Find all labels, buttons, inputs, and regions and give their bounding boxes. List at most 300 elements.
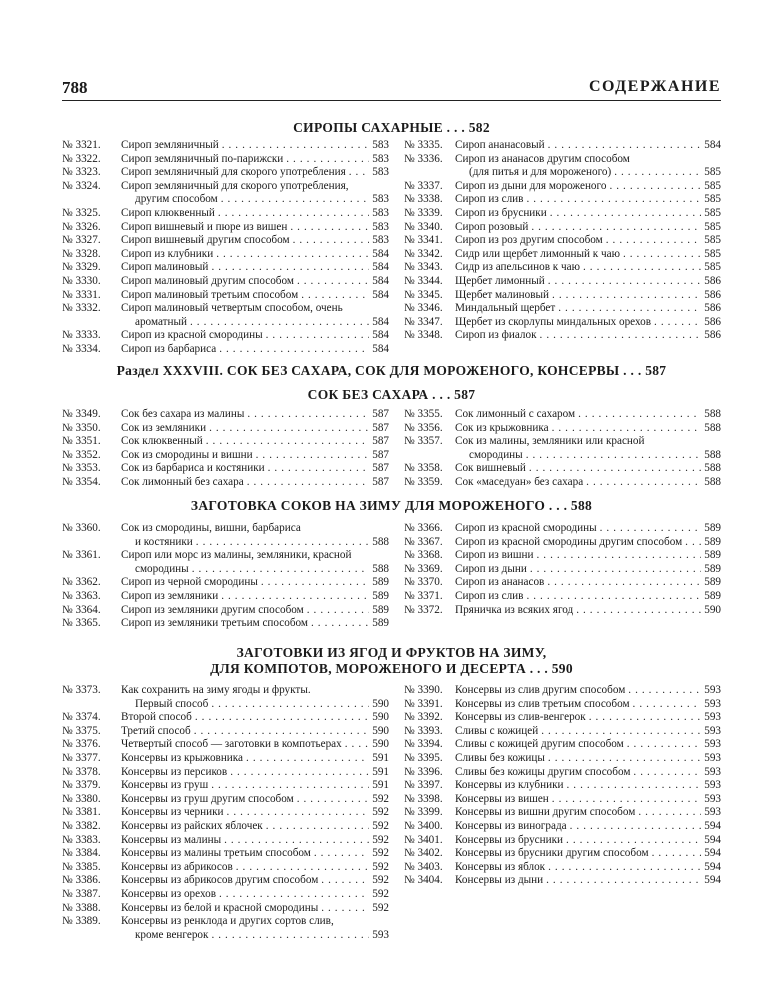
page-ref: 586 [704,288,721,301]
recipe-title [121,793,389,807]
dot-leader [526,193,701,207]
recipe-title [455,563,721,577]
toc-entry [62,476,389,490]
toc-entry [62,806,389,820]
recipe-title-line [455,166,721,180]
recipe-title [121,435,389,449]
recipe-title [121,261,389,275]
recipe-title-line [455,261,721,275]
recipe-title-line [121,408,389,422]
page-ref: 593 [704,724,721,737]
recipe-title-text: Консервы из дыни [455,874,544,887]
toc-entry [404,221,721,235]
page-ref: 594 [704,860,721,873]
recipe-title [121,139,389,153]
toc-entry [404,806,721,820]
recipe-title [455,316,721,330]
recipe-title-line [121,738,389,752]
recipe-title-text: Сок из крыжовника [455,421,549,434]
recipe-title-line [121,522,389,536]
recipe-title-text: Первый способ [135,697,209,710]
dot-leader [638,806,701,820]
recipe-title [121,738,389,752]
recipe-title-line [121,834,389,848]
page-ref: 594 [704,833,721,846]
toc-entry [62,725,389,739]
recipe-title-text: Консервы из вишен [455,792,549,805]
toc-entry [404,139,721,153]
recipe-title [455,275,721,289]
page-ref: 587 [372,421,389,434]
toc-column-left [62,139,389,357]
page-ref: 592 [372,792,389,805]
recipe-number: № 3364. [62,603,101,616]
dot-leader [290,221,369,235]
dot-leader [314,847,369,861]
recipe-title-text: Консервы из груш [121,779,209,792]
recipe-title-text: Сироп из фиалок [455,329,537,342]
recipe-title [121,462,389,476]
dot-leader [578,408,701,422]
page-ref: 589 [704,576,721,589]
dot-leader [531,221,701,235]
recipe-number: № 3342. [404,247,443,260]
toc-entry [404,522,721,536]
recipe-number: № 3404. [404,874,443,887]
recipe-title [121,902,389,916]
toc-entry [62,289,389,303]
recipe-title [455,261,721,275]
dot-leader [230,766,369,780]
part-heading: Раздел XXXVIII. СОК БЕЗ САХАРА, СОК ДЛЯ МОРОЖЕНОГО, КОНСЕРВЫ . . . 587 [116,363,667,378]
section-title [62,387,721,403]
recipe-title-line [121,793,389,807]
recipe-title [121,408,389,422]
recipe-number: № 3388. [62,901,101,914]
recipe-title [455,806,721,820]
page-ref: 593 [704,738,721,751]
page-ref: 587 [372,475,389,488]
recipe-title [455,422,721,436]
recipe-title-line [121,302,389,316]
recipe-title-text: Сироп из роз другим способом [455,234,603,247]
recipe-title-line [455,139,721,153]
recipe-title-text: ароматный [135,315,187,328]
dot-leader [623,248,701,262]
toc-entry [404,234,721,248]
recipe-title-line [455,536,721,550]
recipe-title-text: и костяники [135,535,193,548]
page-ref: 593 [704,806,721,819]
toc-entry [62,617,389,631]
recipe-title-line [121,180,389,194]
recipe-title [455,847,721,861]
page-ref: 585 [704,206,721,219]
toc-entry [404,861,721,875]
recipe-title-text: Сироп вишневый другим способом [121,234,290,247]
toc-column-right [404,408,721,490]
dot-leader [321,902,369,916]
recipe-number: № 3403. [404,860,443,873]
recipe-title-text: Консервы из ренклода и других сортов слив, [121,915,334,928]
recipe-title-text: Сироп малиновый [121,261,209,274]
page-ref: 583 [372,139,389,151]
dot-leader [216,248,369,262]
dot-leader [606,234,701,248]
page-ref: 583 [372,234,389,247]
page-ref: 594 [704,819,721,832]
recipe-title-line [121,874,389,888]
section-title [62,120,721,136]
dot-leader [321,874,369,888]
recipe-title [455,234,721,248]
dot-leader [547,576,701,590]
page-ref: 593 [704,779,721,792]
recipe-number: № 3329. [62,261,101,274]
toc-entry [62,248,389,262]
toc-entry [62,874,389,888]
page-ref: 586 [704,329,721,342]
recipe-number: № 3338. [404,193,443,206]
recipe-number: № 3341. [404,234,443,247]
page-ref: 592 [372,874,389,887]
recipe-title [121,820,389,834]
recipe-number: № 3368. [404,549,443,562]
page-ref: 586 [704,315,721,328]
dot-leader [222,139,370,153]
recipe-title-line [455,234,721,248]
dot-leader [550,207,702,221]
toc-entry [404,435,721,462]
recipe-title [121,522,389,549]
recipe-title [121,766,389,780]
dot-leader [192,563,370,577]
recipe-title-text: (для питья и для мороженого) [469,166,612,179]
toc-entry [62,435,389,449]
dot-leader [548,275,701,289]
recipe-title-line [455,193,721,207]
dot-leader [614,166,701,180]
recipe-number: № 3382. [62,819,101,832]
recipe-title-text: Сироп из черной смородины [121,576,258,589]
toc-entry [404,248,721,262]
recipe-title-text: Сироп из слив [455,193,524,206]
section-title [62,498,721,514]
recipe-title-text: Сливы без кожицы [455,751,545,764]
recipe-title-text: Консервы из райских яблочек [121,819,263,832]
recipe-title-line [455,549,721,563]
recipe-number: № 3340. [404,220,443,233]
recipe-title-line [121,221,389,235]
dot-leader [576,604,701,618]
recipe-title-text: Консервы из брусники [455,833,564,846]
recipe-title [455,462,721,476]
recipe-title-line [455,522,721,536]
toc-entry [404,462,721,476]
recipe-title [121,329,389,343]
toc-entry [404,275,721,289]
recipe-title-line [121,234,389,248]
recipe-title [121,888,389,902]
dot-leader [224,834,369,848]
recipe-title-line [121,604,389,618]
section-title-line: ЗАГОТОВКА СОКОВ НА ЗИМУ ДЛЯ МОРОЖЕНОГО . . . 588 [190,498,593,513]
recipe-title-line [121,779,389,793]
page-ref: 593 [704,697,721,710]
recipe-title-text: Сок лимонный с сахаром [455,408,576,420]
page-ref: 587 [372,408,389,420]
recipe-title-line [121,449,389,463]
recipe-title-text: Третий способ [121,724,191,737]
recipe-title [121,180,389,207]
toc-entry [404,476,721,490]
recipe-title-line [121,617,389,631]
recipe-title-text: Сироп из дыни для мороженого [455,179,607,192]
recipe-number: № 3381. [62,806,101,819]
dot-leader [211,929,369,943]
recipe-title-line [455,289,721,303]
dot-leader [247,408,369,422]
recipe-title-text: Сироп из брусники [455,206,547,219]
toc-entry [404,180,721,194]
recipe-title-line [455,207,721,221]
recipe-title-line [121,915,389,929]
recipe-title [121,289,389,303]
recipe-number: № 3353. [62,462,101,475]
recipe-title-text: Консервы из абрикосов другим способом [121,874,319,887]
recipe-title-text: Консервы из абрикосов [121,860,233,873]
recipe-title [121,752,389,766]
recipe-title-line [455,590,721,604]
recipe-number: № 3327. [62,234,101,247]
toc-entry [404,207,721,221]
recipe-title-text: Сидр или щербет лимонный к чаю [455,247,620,260]
recipe-title-line [455,684,721,698]
dot-leader [266,820,369,834]
recipe-title-text: Консервы из винограда [455,819,567,832]
toc-entry [404,590,721,604]
page-ref: 585 [704,220,721,233]
recipe-number: № 3390. [404,684,443,696]
recipe-title-line [121,166,389,180]
recipe-title-line [121,248,389,262]
page-ref: 589 [704,522,721,534]
recipe-title-line [455,462,721,476]
recipe-title-line [121,435,389,449]
recipe-title-text: Сок клюквенный [121,435,203,448]
page-ref: 585 [704,247,721,260]
toc-entry [62,329,389,343]
recipe-title-line [121,343,389,357]
recipe-number: № 3358. [404,462,443,475]
recipe-title-text: Сироп из слив [455,589,524,602]
toc-entry [62,261,389,275]
recipe-title-line [121,207,389,221]
page-ref: 590 [372,724,389,737]
recipe-title-text: Миндальный щербет [455,302,556,315]
dot-leader [190,316,369,330]
recipe-number: № 3362. [62,576,101,589]
toc-entry [404,536,721,550]
dot-leader [570,820,702,834]
recipe-number: № 3370. [404,576,443,589]
recipe-title-text: Сироп из земляники третьим способом [121,617,308,630]
recipe-title-line [455,698,721,712]
dot-leader [548,861,701,875]
recipe-title-line [121,847,389,861]
recipe-title [455,139,721,153]
recipe-number: № 3325. [62,206,101,219]
recipe-title [455,153,721,180]
page-ref: 585 [704,166,721,179]
recipe-title-text: Консервы из крыжовника [121,751,244,764]
toc-entry [62,422,389,436]
toc-column-right [404,139,721,343]
dot-leader [218,207,369,221]
toc-entry [62,153,389,167]
toc-column-left [62,522,389,631]
recipe-title-line [121,861,389,875]
recipe-title [455,590,721,604]
dot-leader [268,462,370,476]
recipe-number: № 3333. [62,329,101,342]
recipe-title [121,166,389,180]
recipe-title-text: Сироп малиновый другим способом [121,274,294,287]
recipe-title-line [121,563,389,577]
page-header [62,78,721,101]
recipe-title [455,476,721,490]
page-ref: 584 [372,288,389,301]
dot-leader [349,166,369,180]
recipe-title-text: другим способом [135,193,218,206]
section-title-line: ЗАГОТОВКИ ИЗ ЯГОД И ФРУКТОВ НА ЗИМУ, [236,645,547,660]
recipe-title [121,275,389,289]
dot-leader [600,522,702,536]
page-ref: 593 [704,711,721,724]
toc-entry [62,590,389,604]
recipe-title-line [121,476,389,490]
page-ref: 592 [372,847,389,860]
recipe-title [455,248,721,262]
recipe-title-line [455,861,721,875]
recipe-title-line [121,929,389,943]
dot-leader [541,725,701,739]
page-ref: 587 [372,435,389,448]
toc-entry [62,793,389,807]
recipe-title-text: кроме венгерок [135,928,209,941]
recipe-number: № 3337. [404,179,443,192]
recipe-title-text: Сироп малиновый третьим способом [121,288,299,301]
dot-leader [195,711,369,725]
recipe-title [455,861,721,875]
page-ref: 586 [704,302,721,315]
dot-leader [589,711,702,725]
page-ref: 591 [372,751,389,764]
recipe-title-text: Сироп земляничный для скорого употребления [121,166,346,179]
toc-entry [404,576,721,590]
recipe-title-text: Консервы из слив-венгерок [455,711,586,724]
page-ref: 588 [704,448,721,461]
page-ref: 591 [372,765,389,778]
recipe-title-line [455,806,721,820]
toc-entry [404,422,721,436]
recipe-title-text: Консервы из груш другим способом [121,792,294,805]
recipe-title-text: Консервы из персиков [121,765,228,778]
toc-entry [62,752,389,766]
recipe-title [455,289,721,303]
page-ref: 589 [704,549,721,562]
page-ref: 593 [704,684,721,696]
toc-column-left [62,408,389,490]
page-ref: 588 [704,421,721,434]
recipe-number: № 3400. [404,819,443,832]
recipe-title-line [455,221,721,235]
page-ref: 593 [704,765,721,778]
recipe-title [455,302,721,316]
recipe-title [455,698,721,712]
page-ref: 584 [372,261,389,274]
recipe-title [121,779,389,793]
recipe-title [121,302,389,329]
page-ref: 590 [372,697,389,710]
dot-leader [536,549,701,563]
recipe-title [121,617,389,631]
recipe-title [121,576,389,590]
toc-entry [62,549,389,576]
recipe-title [455,193,721,207]
page-ref: 592 [372,887,389,900]
recipe-number: № 3323. [62,166,101,179]
dot-leader [530,563,701,577]
recipe-title [455,549,721,563]
recipe-number: № 3383. [62,833,101,846]
recipe-number: № 3348. [404,329,443,342]
page-ref: 589 [372,589,389,602]
recipe-title-text: Консервы из черники [121,806,224,819]
toc-entry [404,711,721,725]
toc-entry [62,902,389,916]
recipe-title-text: Щербет малиновый [455,288,550,301]
recipe-number: № 3402. [404,847,443,860]
recipe-title-line [121,316,389,330]
recipe-title [455,435,721,462]
recipe-title-line [121,752,389,766]
dot-leader [552,793,701,807]
recipe-number: № 3374. [62,711,101,724]
recipe-number: № 3375. [62,724,101,737]
toc-entry [404,834,721,848]
recipe-title-text: Сок вишневый [455,462,526,475]
dot-leader [293,234,370,248]
recipe-title-text: смородины [469,448,523,461]
page-ref: 587 [372,462,389,475]
recipe-title-text: Сироп из клубники [121,247,214,260]
recipe-title-text: Сок из смородины, вишни, барбариса [121,522,301,534]
dot-leader [211,261,369,275]
recipe-title [121,725,389,739]
dot-leader [540,329,702,343]
recipe-title [121,422,389,436]
dot-leader [286,153,369,167]
recipe-number: № 3372. [404,603,443,616]
toc-entry [62,576,389,590]
recipe-title-line [121,684,389,698]
recipe-number: № 3322. [62,152,101,165]
recipe-number: № 3385. [62,860,101,873]
page-ref: 585 [704,179,721,192]
recipe-title [121,476,389,490]
recipe-title-text: Консервы из клубники [455,779,564,792]
